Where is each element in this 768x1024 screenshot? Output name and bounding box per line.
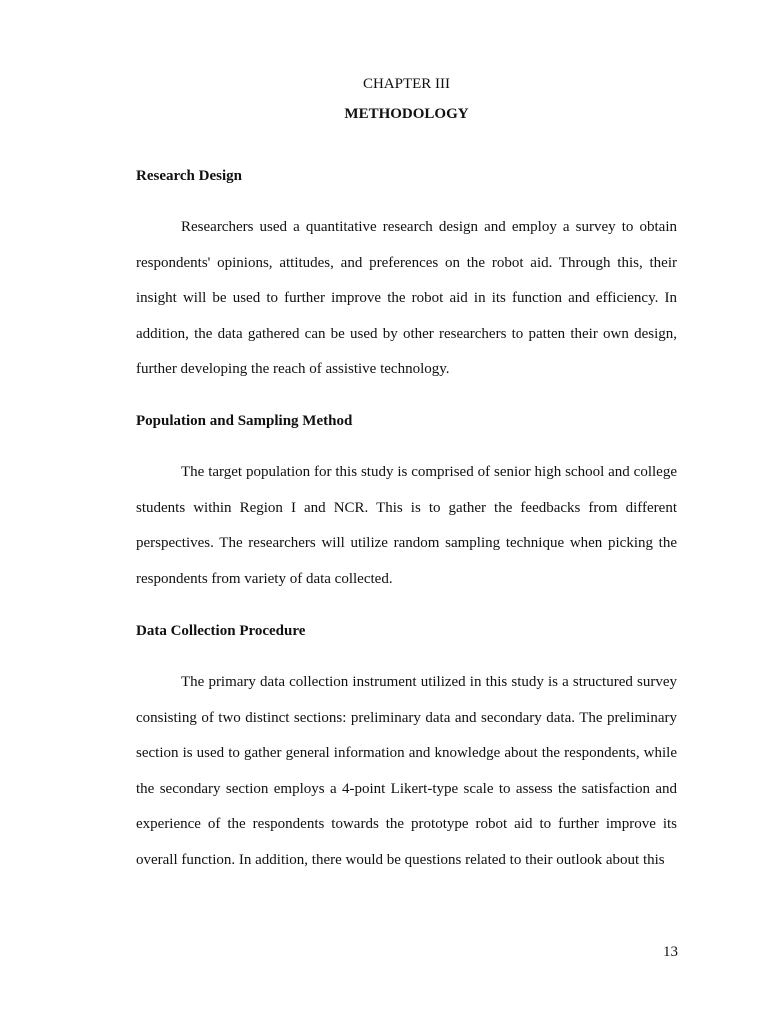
section-heading-population-sampling: Population and Sampling Method — [136, 413, 353, 429]
section-paragraph-data-collection: The primary data collection instrument utilized in this study is a structured survey consisting of two distinct sections: preliminary data and secondary data. The preliminary section is used to gather general information and knowledge about the respondents, while the secondary section employs a 4-point Likert-type scale to assess the satisfaction and experience of the respondents towards the prototype robot aid to further improve its overall function. In addition, there would be questions related to their outlook about this — [136, 674, 677, 868]
chapter-label: CHAPTER III — [362, 76, 451, 92]
section-paragraph-research-design: Researchers used a quantitative research design and employ a survey to obtain respondents' opinions, attitudes, and preferences on the robot aid. Through this, their insight will be used to further improve the robot aid in its function and efficiency. In addition, the data gathered can be used by other researchers to patten their own design, further developing the reach of assistive technology. — [136, 219, 677, 378]
section-heading-data-collection: Data Collection Procedure — [136, 623, 306, 639]
page-number: 13 — [663, 944, 678, 960]
chapter-title: METHODOLOGY — [344, 106, 469, 122]
section-paragraph-population-sampling: The target population for this study is comprised of senior high school and college students within Region I and NCR. This is to gather the feedbacks from different perspectives. The researchers will utilize random sampling technique when picking the respondents from variety of data collected. — [136, 464, 677, 587]
section-heading-research-design: Research Design — [136, 168, 242, 184]
